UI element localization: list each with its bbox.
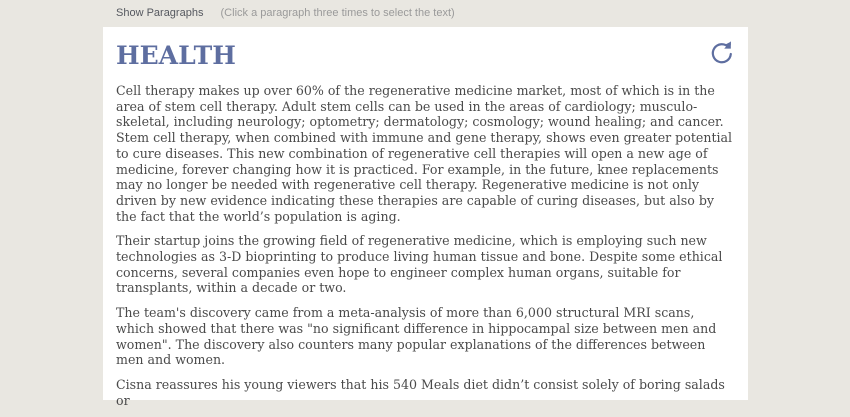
selection-hint: (Click a paragraph three times to select the text) [220, 7, 455, 19]
paragraph[interactable]: Their startup joins the growing field of regenerative medicine, which is employing such new technologies as 3-D bioprinting to produce living human tissue and bone. Despite some ethical concerns, several companies even hope to engineer complex human organs, suitable for transplants, within a decade or two. [116, 233, 723, 296]
paragraph[interactable]: Cisna reassures his young viewers that his 540 Meals diet didn’t consist solely of boring salads or [116, 376, 725, 408]
article-panel [103, 27, 748, 408]
refresh-icon[interactable] [709, 40, 735, 66]
show-paragraphs-link[interactable]: Show Paragraphs [116, 7, 204, 19]
paragraph[interactable]: Cell therapy makes up over 60% of the regenerative medicine market, most of which is in the area of stem cell therapy. Adult stem cells can be used in the areas of cardiology; musculo-skeletal, including neurology; optometry; dermatology; cosmology; wound healing; and cancer. Stem cell therapy, when combined with immune and gene therapy, shows even greater potential to cure diseases. This new combination of regenerative cell therapies will open a new age of medicine, forever changing how it is practiced. For example, in the future, knee replacements may no longer be needed with regenerative cell therapy. Regenerative medicine is not only driven by new evidence indicating these therapies are capable of curing diseases, but also by the fact that the world’s population is aging. [116, 83, 733, 224]
toolbar [116, 5, 455, 21]
article-title: HEALTH [116, 41, 236, 70]
article-body [116, 83, 736, 417]
paragraph[interactable]: The team's discovery came from a meta-analysis of more than 6,000 structural MRI scans, which showed that there was "no significant difference in hippocampal size between men and women". The discovery also counters many popular explanations of the differences between men and women. [116, 305, 717, 368]
